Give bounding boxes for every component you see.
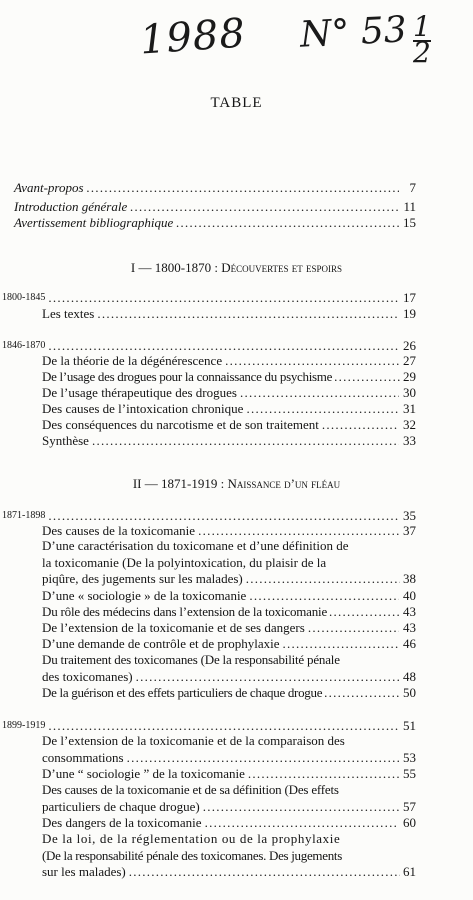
toc-entry-page: 46 <box>403 636 416 651</box>
toc-entry <box>42 306 416 322</box>
handwritten-year: 1988 <box>138 10 248 64</box>
toc-entry-page: 55 <box>403 766 416 781</box>
toc-entry-line: D’une caractérisation du toxicomane et d’une définition de <box>42 538 349 553</box>
leader-dots <box>130 199 399 215</box>
toc-entry-multiline <box>42 831 416 881</box>
toc-period-1800-1845 <box>2 290 416 306</box>
leader-dots <box>205 815 399 831</box>
toc-entry-label: Avant-propos <box>14 180 84 195</box>
toc-entry-page: 31 <box>403 401 416 416</box>
toc-entry-line: des toxicomanes) <box>42 668 133 684</box>
toc-entry-page: 40 <box>403 588 416 603</box>
toc-entry-line: Du traitement des toxicomanes (De la responsabilité pénale <box>42 652 340 667</box>
period-page: 35 <box>403 508 416 523</box>
leader-dots <box>48 290 399 306</box>
toc-period-1871-1898 <box>2 508 416 524</box>
toc-entry-label: Des causes de la toxicomanie <box>42 523 196 538</box>
leader-dots <box>283 636 399 652</box>
toc-entry <box>42 385 416 401</box>
toc-entry <box>42 401 416 417</box>
handwritten-number: N° 53 <box>299 9 408 56</box>
toc-entry-page: 32 <box>403 417 416 432</box>
fraction-top: 1 <box>413 10 431 43</box>
toc-entry <box>42 815 416 831</box>
leader-dots <box>48 338 399 354</box>
toc-entry-avant-propos <box>14 180 416 196</box>
toc-entry-label: De la théorie de la dégénérescence <box>42 353 223 368</box>
toc-entry-avertissement <box>14 215 416 231</box>
toc-entry-label: D’une « sociologie » de la toxicomanie <box>42 588 247 603</box>
toc-entry-page: 29 <box>403 369 416 384</box>
leader-dots <box>322 417 399 433</box>
toc-entry-introduction <box>14 199 416 215</box>
toc-entry-multiline <box>42 733 416 766</box>
leader-dots <box>127 750 400 767</box>
leader-dots <box>329 604 400 620</box>
toc-entry-label: Les textes <box>42 306 95 321</box>
toc-entry-page: 50 <box>403 685 416 700</box>
period-page: 26 <box>403 338 416 353</box>
toc-entry <box>42 417 416 433</box>
toc-entry-line: (De la responsabilité pénale des toxicomanes. Des jugements <box>42 847 342 863</box>
toc-entry-page: 43 <box>403 620 416 635</box>
toc-entry-page: 37 <box>403 523 416 538</box>
toc-entry-line: particuliers de chaque drogue) <box>42 798 200 814</box>
toc-entry-label: D’une “ sociologie ” de la toxicomanie <box>42 766 245 781</box>
leader-dots <box>48 508 399 524</box>
toc-entry <box>42 369 416 385</box>
toc-entry <box>42 523 416 539</box>
toc-entry-label: Des causes de l’intoxication chronique <box>42 401 244 416</box>
toc-entry-label: Synthèse <box>42 433 89 448</box>
toc-entry-label: De l’extension de la toxicomanie et de ses dangers <box>42 620 305 635</box>
fraction-bottom: 2 <box>413 36 431 69</box>
period-page: 17 <box>403 290 416 305</box>
toc-entry-page: 43 <box>403 604 416 619</box>
handwritten-fraction <box>413 10 431 69</box>
leader-dots <box>246 401 399 417</box>
toc-period-1846-1870 <box>2 338 416 354</box>
toc-entry-label: Du rôle des médecins dans l’extension de la toxicomanie <box>42 604 328 619</box>
leader-dots <box>203 799 400 816</box>
leader-dots <box>334 369 400 385</box>
page-title: TABLE <box>210 95 263 111</box>
period-label: 1899-1919 <box>2 720 46 731</box>
toc-entry-label: D’une demande de contrôle et de prophylaxie <box>42 636 280 651</box>
toc-entry-label: De l’usage thérapeutique des drogues <box>42 385 237 400</box>
toc-entry <box>42 604 416 620</box>
period-label: 1871-1898 <box>2 510 46 521</box>
toc-entry-line: Des causes de la toxicomanie et de sa définition (Des effets <box>42 782 339 797</box>
toc-entry-page: 53 <box>403 749 416 765</box>
toc-entry <box>42 620 416 636</box>
toc-entry <box>42 353 416 369</box>
section-title: Découvertes et espoirs <box>221 260 343 275</box>
toc-entry-label: Des dangers de la toxicomanie <box>42 815 202 830</box>
toc-entry <box>42 636 416 652</box>
leader-dots <box>129 864 400 881</box>
leader-dots <box>248 766 399 782</box>
leader-dots <box>324 685 400 701</box>
toc-entry-label: De la guérison et des effets particuliers de chaque drogue <box>42 685 323 700</box>
toc-entry-line: De la loi, de la réglementation ou de la prophylaxie <box>42 831 341 846</box>
toc-entry-line: piqûre, des jugements sur les malades) <box>42 571 243 586</box>
toc-entry-page: 60 <box>403 815 416 830</box>
toc-entry-label: Introduction générale <box>14 199 128 214</box>
toc-entry-multiline <box>42 538 416 588</box>
leader-dots <box>225 353 399 369</box>
toc-period-1899-1919 <box>2 718 416 734</box>
section-number: II — 1871-1919 : <box>132 476 228 491</box>
toc-entry-multiline <box>42 782 416 815</box>
period-label: 1800-1845 <box>2 292 46 303</box>
leader-dots <box>198 523 399 539</box>
toc-entry-page: 61 <box>403 864 416 879</box>
leader-dots <box>136 669 400 686</box>
toc-entry-page: 48 <box>403 668 416 684</box>
period-page: 51 <box>403 718 416 733</box>
handwritten-annotation <box>0 6 473 68</box>
toc-entry-multiline <box>42 652 416 685</box>
toc-entry-label: Avertissement bibliographique <box>14 215 174 230</box>
leader-dots <box>246 571 400 588</box>
leader-dots <box>48 718 399 734</box>
section-heading-part1 <box>0 260 473 276</box>
toc-entry-line: consommations <box>42 749 124 765</box>
toc-entry-line: De l’extension de la toxicomanie et de la comparaison des <box>42 733 345 748</box>
section-title: Naissance d’un fléau <box>227 476 341 491</box>
leader-dots <box>97 306 399 322</box>
leader-dots <box>176 215 399 231</box>
toc-entry <box>42 433 416 449</box>
toc-entry-page: 33 <box>403 433 416 448</box>
toc-entry-page: 19 <box>403 306 416 321</box>
toc-entry <box>42 685 416 701</box>
period-label: 1846-1870 <box>2 340 46 351</box>
toc-entry-line: sur les malades) <box>42 864 126 879</box>
leader-dots <box>92 433 399 449</box>
toc-entry-page: 30 <box>403 385 416 400</box>
toc-entry-page: 38 <box>403 571 416 586</box>
toc-entry-label: De l’usage des drogues pour la connaissance du psychisme <box>42 369 333 384</box>
toc-entry <box>42 766 416 782</box>
toc-entry-line: la toxicomanie (De la polyintoxication, du plaisir de la <box>42 554 327 570</box>
toc-entry-page: 27 <box>403 353 416 368</box>
leader-dots <box>240 385 399 401</box>
toc-entry-page: 57 <box>403 798 416 814</box>
leader-dots <box>249 588 399 604</box>
toc-entry-label: Des conséquences du narcotisme et de son traitement <box>42 417 319 432</box>
toc-entry <box>42 588 416 604</box>
section-heading-part2 <box>0 476 473 492</box>
toc-entry-page: 15 <box>403 215 416 230</box>
leader-dots <box>87 180 399 196</box>
section-number: I — 1800-1870 : <box>130 260 222 275</box>
toc-entry-page: 11 <box>403 199 416 214</box>
toc-entry-page: 7 <box>409 180 416 195</box>
leader-dots <box>308 620 399 636</box>
